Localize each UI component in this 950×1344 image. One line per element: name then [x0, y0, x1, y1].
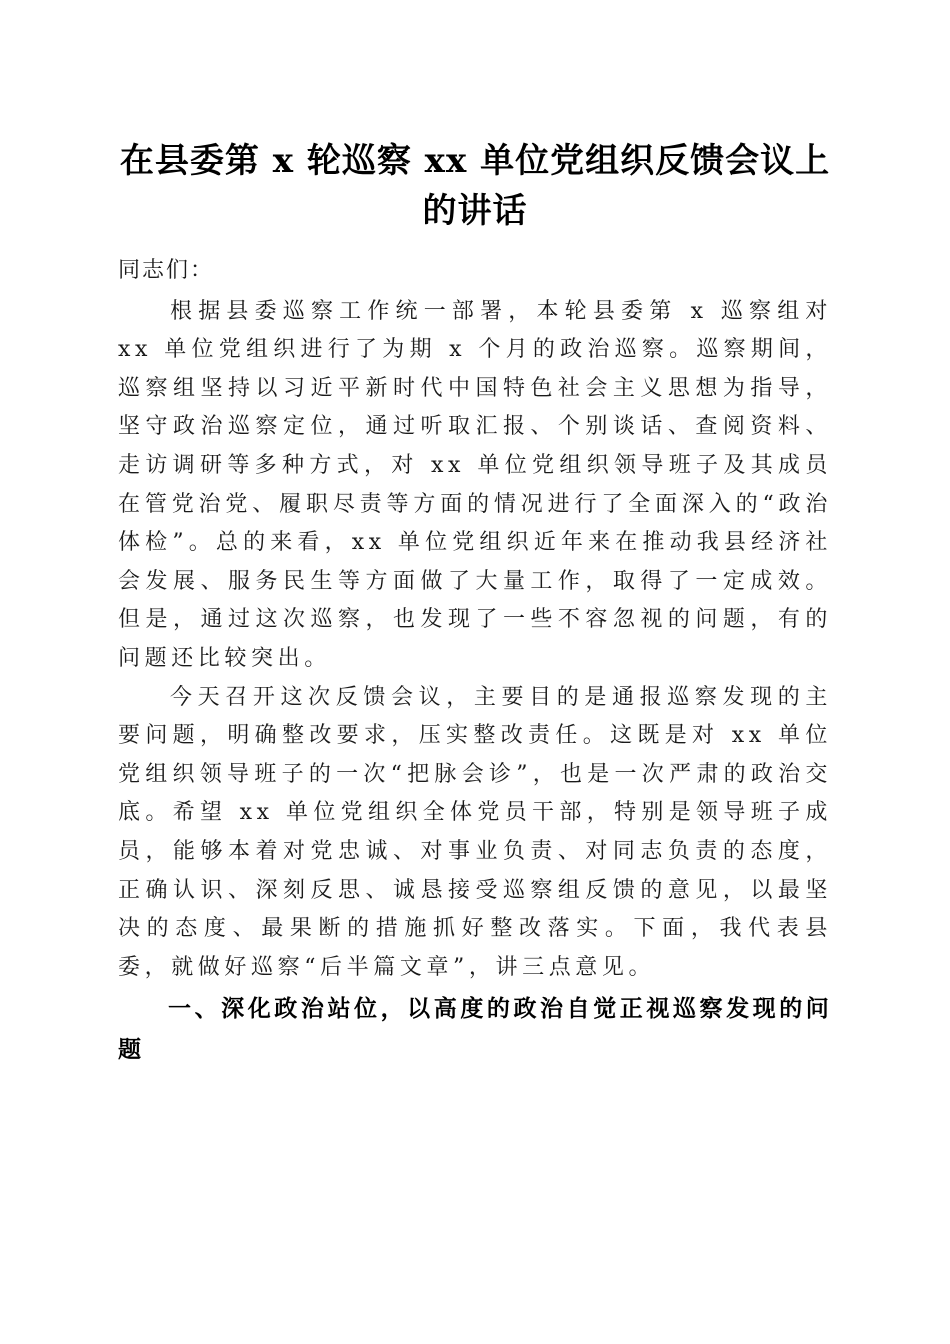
section-heading-1: 一、深化政治站位，以高度的政治自觉正视巡察发现的问题 [118, 996, 832, 1064]
document-title: 在县委第 x 轮巡察 xx 单位党组织反馈会议上的讲话 [119, 141, 831, 231]
salutation: 同志们： [118, 258, 215, 283]
document-body [118, 252, 832, 1071]
paragraph-2: 今天召开这次反馈会议，主要目的是通报巡察发现的主要问题，明确整改要求，压实整改责任。这既是对 xx 单位党组织领导班子的一次“把脉会诊”，也是一次严肃的政治交底。希望 xx 单位党组织全体党员干部，特别是领导班子成员，能够本着对党忠诚、对事业负责、对同志负责的态度，正确认识、深刻反思、诚恳接受巡察组反馈的意见，以最坚决的态度、最果断的措施抓好整改落实。下面，我代表县委，就做好巡察“后半篇文章”，讲三点意见。 [118, 684, 832, 980]
paragraph-1: 根据县委巡察工作统一部署，本轮县委第 x 巡察组对 xx 单位党组织进行了为期 x 个月的政治巡察。巡察期间，巡察组坚持以习近平新时代中国特色社会主义思想为指导，坚守政治巡察定位，通过听取汇报、个别谈话、查阅资料、走访调研等多种方式，对 xx 单位党组织领导班子及其成员在管党治党、履职尽责等方面的情况进行了全面深入的“政治体检”。总的来看，xx 单位党组织近年来在推动我县经济社会发展、服务民生等方面做了大量工作，取得了一定成效。但是，通过这次巡察，也发现了一些不容忽视的问题，有的问题还比较突出。 [118, 298, 832, 671]
